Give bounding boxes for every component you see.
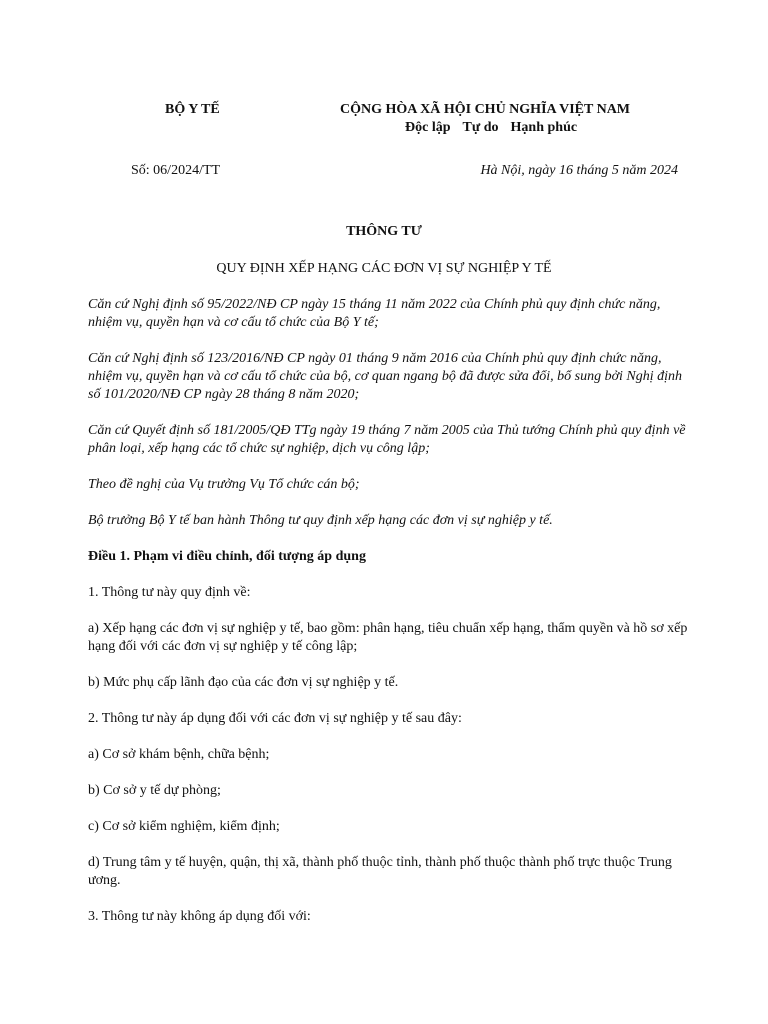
document-number: Số: 06/2024/TT [131,163,221,178]
motto-freedom: Tự do [462,120,499,135]
article-1-clause-2d: d) Trung tâm y tế huyện, quận, thị xã, thành phố thuộc tỉnh, thành phố thuộc thành phố trực thuộc Trung ương. [88,855,672,888]
article-1-clause-3: 3. Thông tư này không áp dụng đối với: [88,909,311,924]
preamble-issuance: Bộ trưởng Bộ Y tế ban hành Thông tư quy định xếp hạng các đơn vị sự nghiệp y tế. [88,513,553,528]
document-subject: QUY ĐỊNH XẾP HẠNG CÁC ĐƠN VỊ SỰ NGHIỆP Y TẾ [216,261,552,276]
preamble-basis-2: Căn cứ Nghị định số 123/2016/NĐ CP ngày 01 tháng 9 năm 2016 của Chính phủ quy định chức năng, nhiệm vụ, quyền hạn và cơ cấu tổ chức của bộ, cơ quan ngang bộ đã được sửa đổi, bổ sung bởi Nghị định số 101/2020/NĐ CP ngày 28 tháng 8 năm 2020; [88,351,683,402]
motto-happiness: Hạnh phúc [510,120,578,135]
article-1-heading: Điều 1. Phạm vi điều chỉnh, đối tượng áp dụng [88,549,366,564]
article-1-clause-1: 1. Thông tư này quy định về: [88,585,251,600]
preamble-basis-3: Căn cứ Quyết định số 181/2005/QĐ TTg ngày 19 tháng 7 năm 2005 của Thủ tướng Chính phủ quy định về phân loại, xếp hạng các tổ chức sự nghiệp, dịch vụ công lập; [88,423,686,456]
national-motto [405,119,577,137]
motto-independence: Độc lập [405,120,451,135]
ministry-name: BỘ Y TẾ [165,102,220,117]
article-1-clause-1b: b) Mức phụ cấp lãnh đạo của các đơn vị sự nghiệp y tế. [88,675,399,690]
preamble-basis-1: Căn cứ Nghị định số 95/2022/NĐ CP ngày 15 tháng 11 năm 2022 của Chính phủ quy định chức năng, nhiệm vụ, quyền hạn và cơ cấu tổ chức của Bộ Y tế; [88,297,661,330]
republic-name: CỘNG HÒA XÃ HỘI CHỦ NGHĨA VIỆT NAM [340,102,631,117]
article-1-clause-2: 2. Thông tư này áp dụng đối với các đơn vị sự nghiệp y tế sau đây: [88,711,462,726]
article-1-clause-2a: a) Cơ sở khám bệnh, chữa bệnh; [88,747,270,762]
place-date: Hà Nội, ngày 16 tháng 5 năm 2024 [480,163,678,178]
document-type: THÔNG TƯ [346,224,422,239]
article-1-clause-2c: c) Cơ sở kiểm nghiệm, kiểm định; [88,819,280,834]
preamble-proposal: Theo đề nghị của Vụ trưởng Vụ Tổ chức cán bộ; [88,477,360,492]
article-1-clause-2b: b) Cơ sở y tế dự phòng; [88,783,221,798]
article-1-clause-1a: a) Xếp hạng các đơn vị sự nghiệp y tế, bao gồm: phân hạng, tiêu chuẩn xếp hạng, thẩm quyền và hồ sơ xếp hạng đối với các đơn vị sự nghiệp y tế công lập; [88,621,688,654]
